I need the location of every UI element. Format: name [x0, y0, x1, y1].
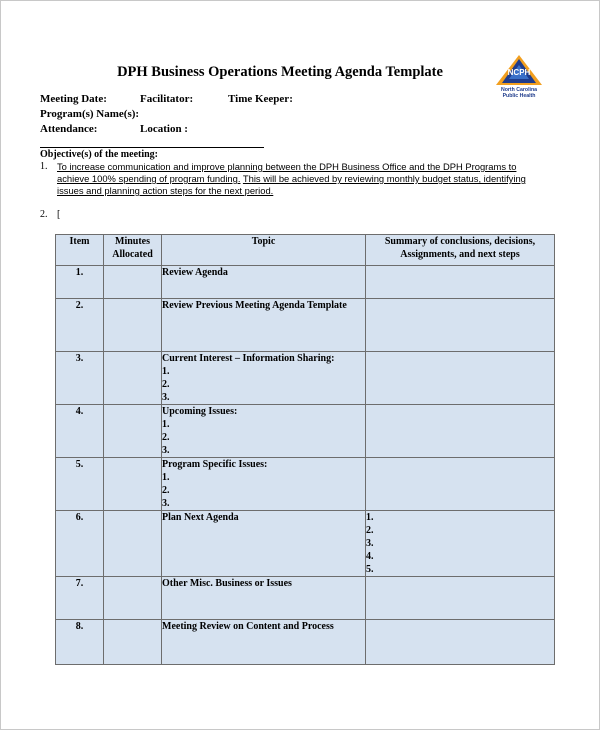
- topic-title: Meeting Review on Content and Process: [162, 621, 334, 632]
- item-number: 8.: [56, 620, 104, 665]
- topic-cell: [162, 577, 366, 620]
- topic-subitem: 2.: [162, 432, 170, 443]
- minutes-cell[interactable]: [104, 405, 162, 458]
- topic-subitem: 1.: [162, 472, 170, 483]
- summary-subitem: 5.: [366, 564, 374, 575]
- objective-1-part1: To increase communication and improve planning between the DPH Business Office and the DPH Programs to achieve 100% spending of program funding.: [57, 161, 517, 184]
- item-number: 3.: [56, 352, 104, 405]
- topic-cell: [162, 405, 366, 458]
- logo-org-line1: North Carolina: [500, 87, 538, 93]
- table-row: [56, 266, 555, 299]
- objectives-heading: Objective(s) of the meeting:: [40, 149, 159, 160]
- summary-cell[interactable]: [366, 620, 555, 665]
- topic-title: Review Agenda: [162, 267, 228, 278]
- minutes-cell[interactable]: [104, 511, 162, 577]
- topic-cell: [162, 511, 366, 577]
- item-number: 4.: [56, 405, 104, 458]
- programs-label: Program(s) Name(s):: [40, 108, 140, 120]
- minutes-cell[interactable]: [104, 266, 162, 299]
- minutes-cell[interactable]: [104, 577, 162, 620]
- agenda-table: [55, 234, 555, 665]
- topic-cell: [162, 352, 366, 405]
- header-topic: Topic: [162, 235, 366, 266]
- summary-cell[interactable]: [366, 577, 555, 620]
- objective-2-number: 2.: [40, 209, 48, 220]
- table-row: [56, 458, 555, 511]
- objective-1-part2: This will be achieved by reviewing monthly budget status, identifying issues and planning action steps for the next period.: [57, 173, 526, 196]
- topic-cell: [162, 266, 366, 299]
- summary-cell[interactable]: [366, 458, 555, 511]
- table-row: [56, 577, 555, 620]
- attendance-label: Attendance:: [40, 123, 98, 135]
- summary-cell[interactable]: [366, 266, 555, 299]
- facilitator-label: Facilitator:: [140, 93, 194, 105]
- section-divider: [40, 147, 264, 148]
- logo-org-line2: Public Health: [502, 93, 536, 99]
- table-row: [56, 511, 555, 577]
- objective-2-text: [: [57, 209, 61, 220]
- table-row: [56, 299, 555, 352]
- minutes-cell[interactable]: [104, 299, 162, 352]
- agenda-header-row: [56, 235, 555, 266]
- header-item: Item: [56, 235, 104, 266]
- topic-subitem: 2.: [162, 485, 170, 496]
- topic-subitem: 3.: [162, 445, 170, 456]
- table-row: [56, 405, 555, 458]
- topic-subitem: 2.: [162, 379, 170, 390]
- table-row: [56, 620, 555, 665]
- document-title: DPH Business Operations Meeting Agenda Template: [117, 64, 443, 80]
- minutes-cell[interactable]: [104, 458, 162, 511]
- topic-subitem: 1.: [162, 366, 170, 377]
- topic-title: Program Specific Issues:: [162, 459, 268, 470]
- item-number: 7.: [56, 577, 104, 620]
- summary-cell[interactable]: [366, 299, 555, 352]
- topic-cell: [162, 299, 366, 352]
- topic-cell: [162, 620, 366, 665]
- ncph-logo-icon: [496, 55, 542, 89]
- topic-subitem: 3.: [162, 392, 170, 403]
- summary-subitem: 3.: [366, 538, 374, 549]
- summary-cell[interactable]: [366, 405, 555, 458]
- topic-subitem: 3.: [162, 498, 170, 509]
- summary-subitem: 1.: [366, 512, 374, 523]
- objective-1-number: 1.: [40, 161, 48, 172]
- summary-cell[interactable]: [366, 511, 555, 577]
- objective-1-text: [57, 161, 547, 197]
- topic-title: Current Interest – Information Sharing:: [162, 353, 335, 364]
- minutes-cell[interactable]: [104, 352, 162, 405]
- logo-org-name: [492, 87, 546, 99]
- summary-subitem: 4.: [366, 551, 374, 562]
- topic-title: Review Previous Meeting Agenda Template: [162, 300, 347, 311]
- summary-cell[interactable]: [366, 352, 555, 405]
- header-summary: Summary of conclusions, decisions, Assignments, and next steps: [366, 235, 555, 266]
- topic-subitem: 1.: [162, 419, 170, 430]
- topic-title: Upcoming Issues:: [162, 406, 238, 417]
- topic-title: Other Misc. Business or Issues: [162, 578, 292, 589]
- topic-title: Plan Next Agenda: [162, 512, 239, 523]
- location-label: Location :: [140, 123, 188, 135]
- item-number: 6.: [56, 511, 104, 577]
- table-row: [56, 352, 555, 405]
- item-number: 2.: [56, 299, 104, 352]
- time-keeper-label: Time Keeper:: [228, 93, 293, 105]
- logo-abbr: NCPH: [507, 68, 531, 77]
- summary-subitem: 2.: [366, 525, 374, 536]
- item-number: 1.: [56, 266, 104, 299]
- header-minutes: Minutes Allocated: [104, 235, 162, 266]
- meeting-date-label: Meeting Date:: [40, 93, 107, 105]
- minutes-cell[interactable]: [104, 620, 162, 665]
- ncph-logo: [496, 55, 542, 113]
- item-number: 5.: [56, 458, 104, 511]
- topic-cell: [162, 458, 366, 511]
